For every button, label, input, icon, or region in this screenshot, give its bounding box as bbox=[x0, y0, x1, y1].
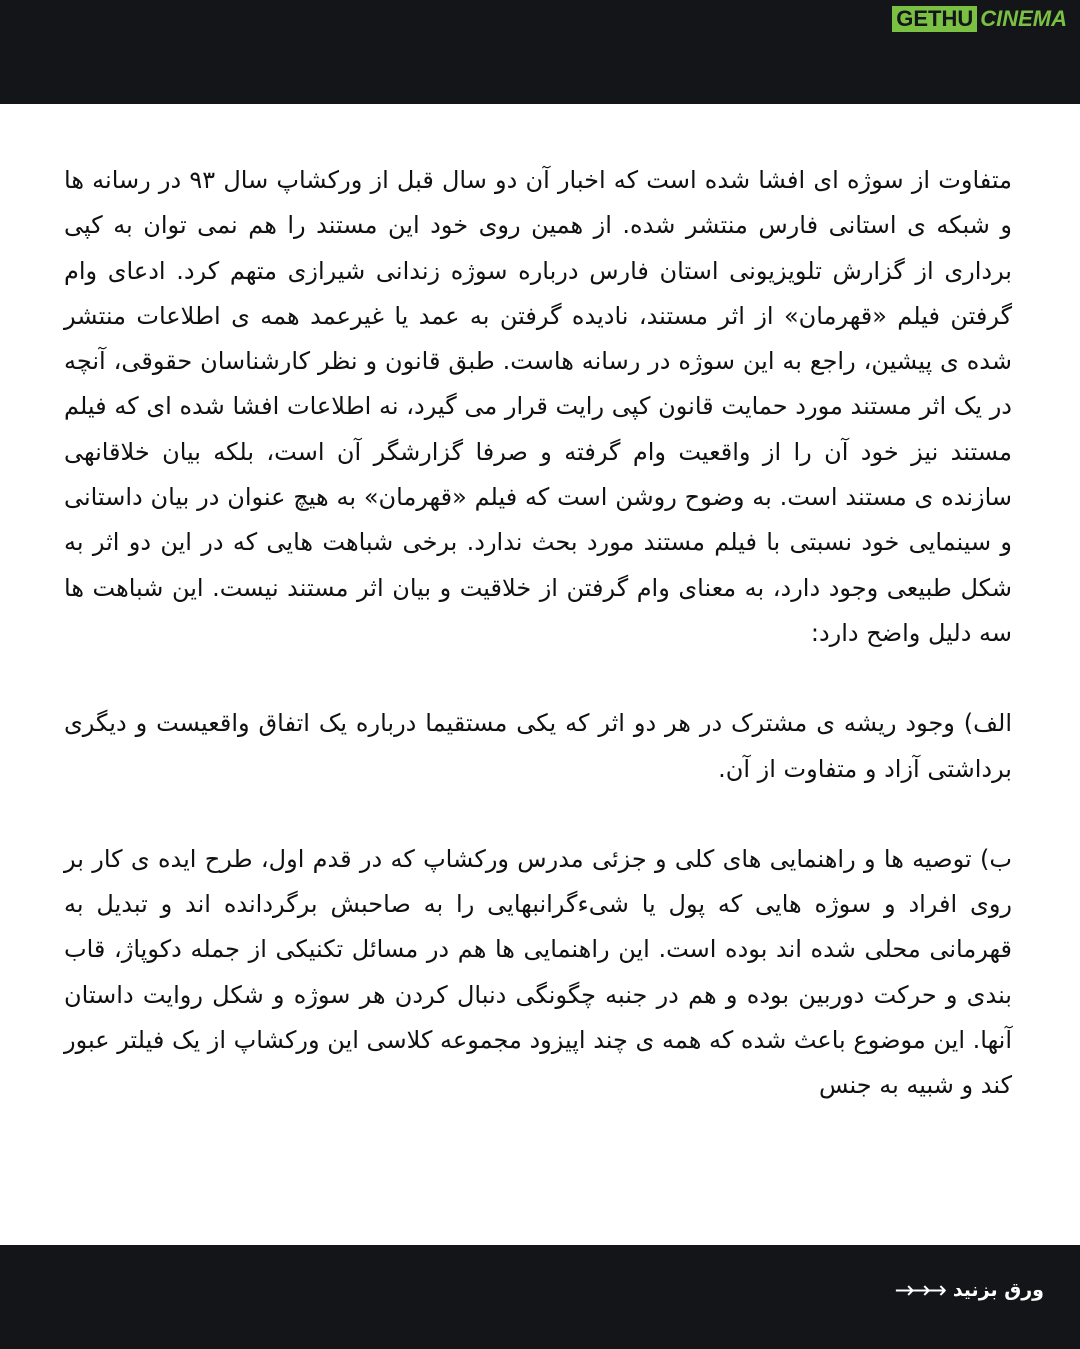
swipe-hint[interactable] bbox=[895, 1276, 1045, 1304]
paragraph-intro: متفاوت از سوژه ای افشا شده است که اخبار آن دو سال قبل از ورکشاپ سال ۹۳ در رسانه ها و شبکه ی استانی فارس منتشر شده. از همین روی خود این مستند را هم نمی توان به کپی برداری از گزارش تلویزیونی استان فارس درباره سوژه زندانی شیرازی متهم کرد. ادعای وام گرفتن فیلم «قهرمان» از اثر مستند، نادیده گرفتن به عمد یا غیرعمد همه ی اطلاعات منتشر شده ی پیشین، راجع به این سوژه در رسانه هاست. طبق قانون و نظر کارشناسان حقوقی، آنچه در یک اثر مستند مورد حمایت قانون کپی رایت قرار می گیرد، نه اطلاعات افشا شده ای که فیلم مستند نیز خود آن را از واقعیت وام گرفته و صرفا گزارشگر آن است، بلکه بیان خلاقانهی سازنده ی مستند است. به وضوح روشن است که فیلم «قهرمان» به هیچ عنوان در بیان داستانی و سینمایی خود نسبتی با فیلم مستند مورد بحث ندارد. برخی شباهت هایی که در این دو اثر به شکل طبیعی وجود دارد، به معنای وام گرفتن از خلاقیت و بیان اثر مستند نیست. این شباهت ها سه دلیل واضح دارد: bbox=[64, 166, 1012, 647]
swipe-label: ورق بزنید bbox=[952, 1279, 1044, 1301]
gethucinema-logo bbox=[892, 6, 1070, 32]
logo-text-part1: GETHU bbox=[892, 6, 977, 32]
logo-text-part2: CINEMA bbox=[980, 6, 1067, 31]
paragraph-reason-be: ب) توصیه ها و راهنمایی های کلی و جزئی مدرس ورکشاپ که در قدم اول، طرح ایده ی کار بر روی افراد و سوژه هایی که پول یا شیءگرانبهایی را به صاحبش برگردانده اند و تبدیل به قهرمانی محلی شده اند بوده است. این راهنمایی ها هم در مسائل تکنیکی از جمله دکوپاژ، قاب بندی و حرکت دوربین بوده و هم در جنبه چگونگی دنبال کردن هر سوژه و شکل روایت داستان آنها. این موضوع باعث شده که همه ی چند اپیزود مجموعه کلاسی این ورکشاپ از یک فیلتر عبور کند و شبیه به جنس bbox=[64, 844, 1012, 1100]
article-body bbox=[64, 158, 1012, 1109]
arrow-right-icon: →→→ bbox=[894, 1276, 943, 1304]
paragraph-reason-alef: الف) وجود ریشه ی مشترک در هر دو اثر که یکی مستقیما درباره یک اتفاق واقعیست و دیگری برداشتی آزاد و متفاوت از آن. bbox=[64, 709, 1012, 783]
top-bar bbox=[0, 0, 1080, 104]
